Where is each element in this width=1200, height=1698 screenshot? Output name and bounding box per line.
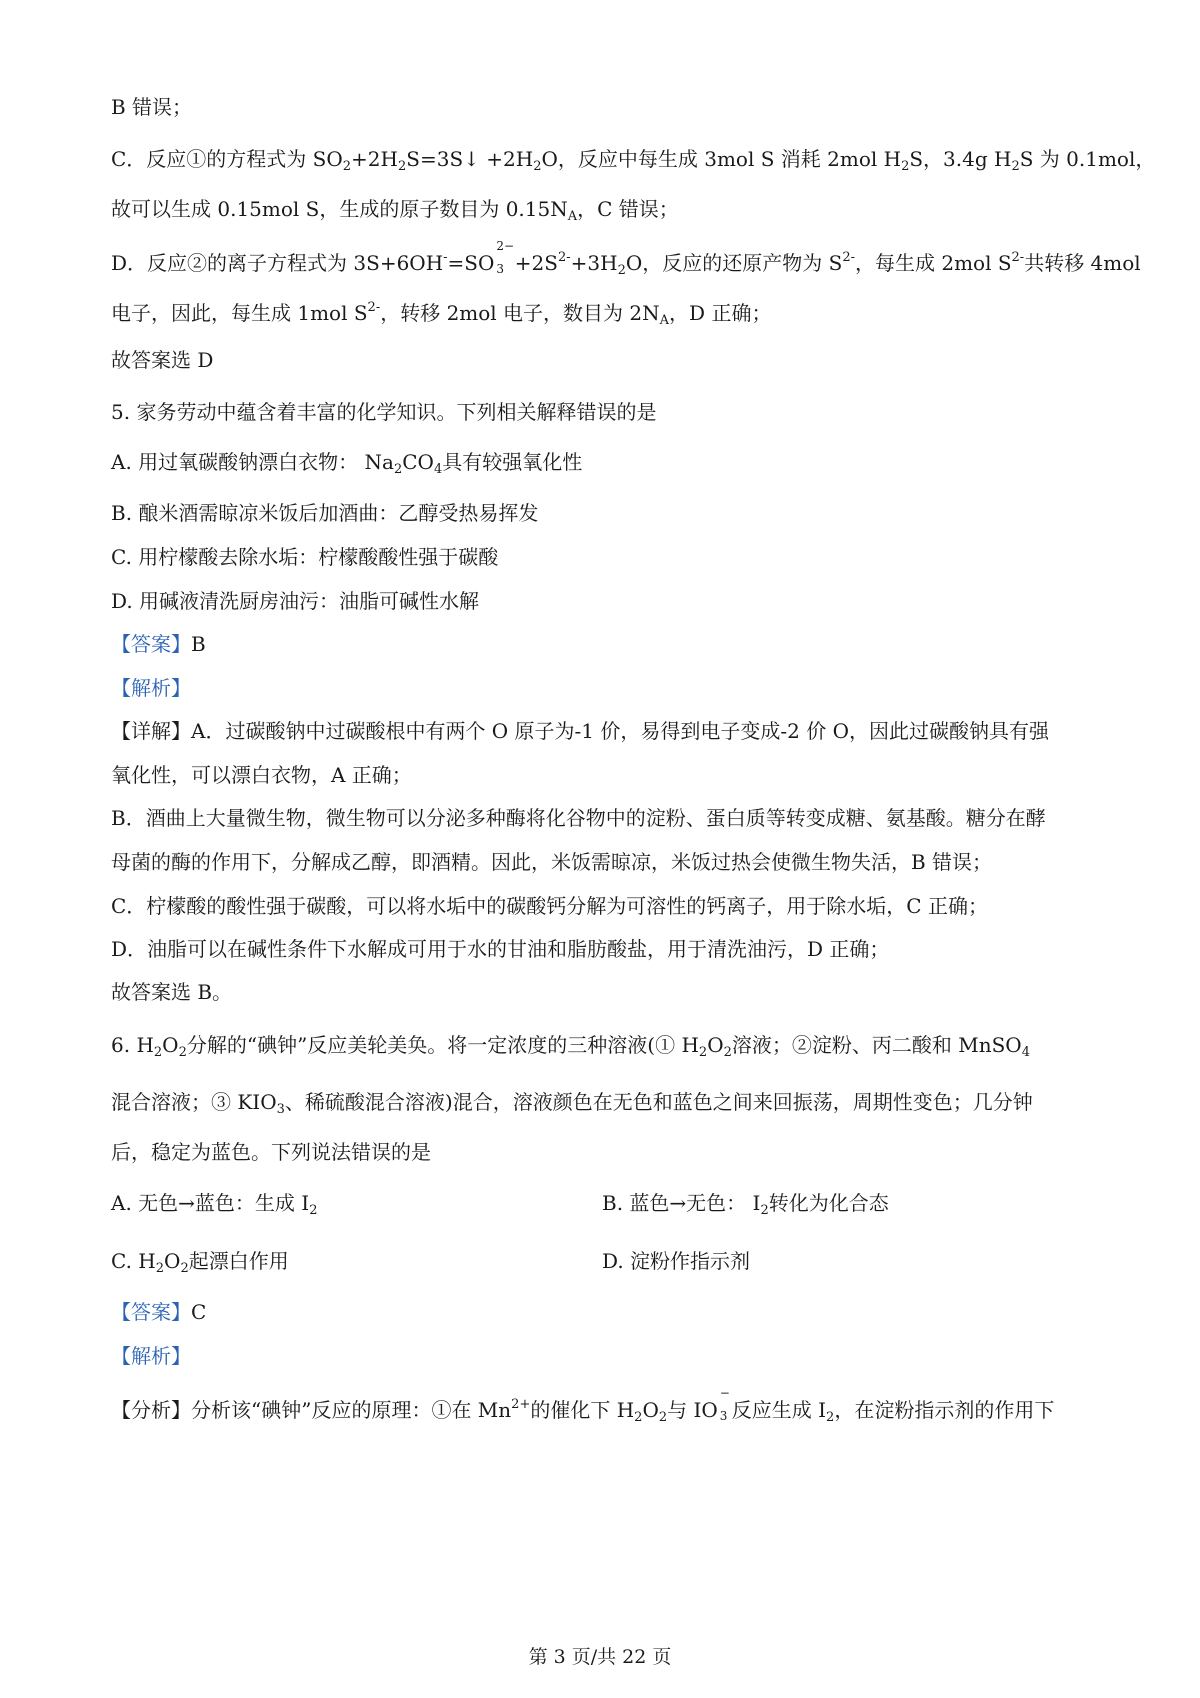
question-6-option-b: B. 蓝色→无色： $I_2$转化为化合态	[602, 1191, 889, 1218]
detail-line-3: B．酒曲上大量微生物，微生物可以分泌多种酶将化谷物中的淀粉、蛋白质等转变成糖、氨基酸。糖分在酵	[111, 806, 1046, 830]
question-6-option-d: D. 淀粉作指示剂	[602, 1249, 751, 1273]
question-5-option-a: A. 用过氧碳酸钠漂白衣物： $Na_2CO_4$具有较强氧化性	[111, 450, 583, 477]
question-6-option-a: A. 无色→蓝色：生成 $I_2$	[111, 1191, 318, 1218]
option-c-line-2: 故可以生成 0.15mol S，生成的原子数目为 $0.15N_A$，C 错误；	[111, 197, 679, 224]
question-6-option-c: C. $H_2O_2$起漂白作用	[111, 1249, 289, 1276]
question-5-stem: 5. 家务劳动中蕴含着丰富的化学知识。下列相关解释错误的是	[111, 400, 657, 424]
question-6-stem-line-2: 混合溶液；③ $KIO_3$、稀硫酸混合溶液)混合，溶液颜色在无色和蓝色之间来回振荡，周期性变色；几分钟	[111, 1090, 1033, 1117]
question-6-stem-line-3: 后，稳定为蓝色。下列说法错误的是	[111, 1140, 431, 1164]
option-c-line-1: C．反应①的方程式为 $SO_2+2H_2S=3S↓ +2H_2O$，反应中每生成 3mol S 消耗 2mol $H_2S$，3.4g $H_2S$ 为 0.1mol，	[111, 147, 1156, 174]
detail-line-6: D．油脂可以在碱性条件下水解成可用于水的甘油和脂肪酸盐，用于清洗油污，D 正确；	[111, 937, 890, 961]
question-5-option-b: B. 酿米酒需晾凉米饭后加酒曲：乙醇受热易挥发	[111, 501, 539, 525]
text-line: B 错误；	[111, 95, 193, 119]
detail-line-1: 【详解】A．过碳酸钠中过碳酸根中有两个 O 原子为-1 价，易得到电子变成-2 价 O，因此过碳酸钠具有强	[111, 719, 1049, 743]
detail-line-4: 母菌的酶的作用下，分解成乙醇，即酒精。因此，米饭需晾凉，米饭过热会使微生物失活，B 错误；	[111, 850, 993, 874]
detail-line-2: 氧化性，可以漂白衣物，A 正确；	[111, 763, 412, 787]
analysis-6-line-1: 【分析】分析该“碘钟”反应的原理：①在 $Mn^{2+}$的催化下 $H_2O_2$与 IO − 3 反应生成 $I_2$，在淀粉指示剂的作用下	[111, 1386, 1055, 1425]
analysis-5-heading: 【解析】	[111, 676, 191, 700]
answer-6: 【答案】C	[111, 1300, 207, 1324]
page-footer: 第 3 页/共 22 页	[528, 1646, 672, 1668]
answer-5: 【答案】B	[111, 632, 206, 656]
detail-line-7: 故答案选 B。	[111, 980, 233, 1004]
option-d-line-1: D．反应②的离子方程式为 3S+6OH-=SO 2− 3 $+2S^{2-}+3H_2O$，反应的还原产物为 $S^{2-}$，每生成 2mol $S^{2-}$共转移 4mol	[111, 239, 1141, 278]
option-d-line-2: 电子，因此，每生成 1mol $S^{2-}$，转移 2mol 电子，数目为 $2N_A$，D 正确；	[111, 300, 772, 328]
detail-line-5: C．柠檬酸的酸性强于碳酸，可以将水垢中的碳酸钙分解为可溶性的钙离子，用于除水垢，C 正确；	[111, 894, 988, 918]
question-6-stem-line-1: 6. $H_2O_2$分解的“碘钟”反应美轮美奂。将一定浓度的三种溶液(① $H_2O_2$溶液；②淀粉、丙二酸和 MnSO$_4$	[111, 1033, 1030, 1060]
question-5-option-c: C. 用柠檬酸去除水垢：柠檬酸酸性强于碳酸	[111, 545, 499, 569]
question-5-option-d: D. 用碱液清洗厨房油污：油脂可碱性水解	[111, 589, 480, 613]
answer-conclusion: 故答案选 D	[111, 348, 214, 372]
analysis-6-heading: 【解析】	[111, 1344, 191, 1368]
